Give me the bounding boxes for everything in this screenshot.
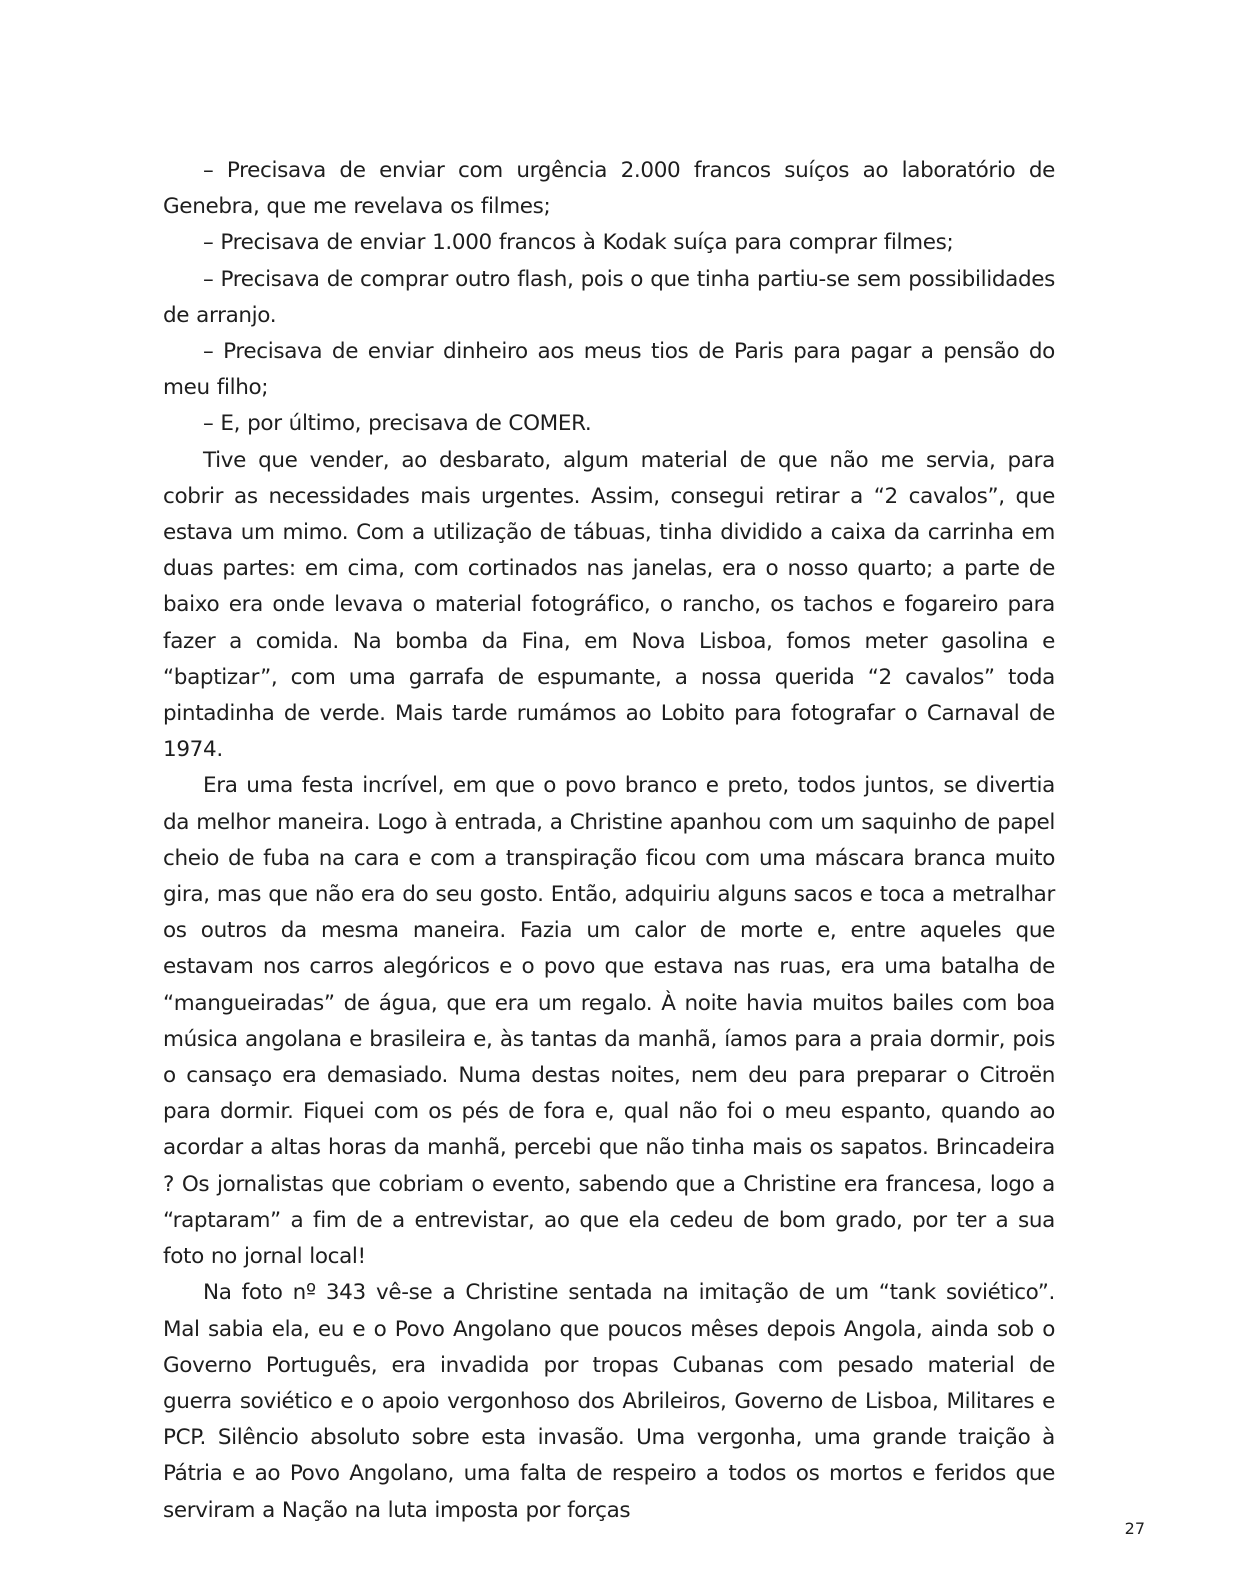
body-text — [163, 153, 1055, 1529]
paragraph-comer: – E, por último, precisava de COMER. — [203, 411, 592, 437]
paragraph-2-cavalos: Tive que vender, ao desbarato, algum material de que não me servia, para cobrir as necessidades mais urgentes. Assim, consegui retirar a “2 cavalos”, que estava um mimo. Com a utilização de tábuas, tinha dividido a caixa da carrinha em duas partes: em cima, com cortinados nas janelas, era o nosso quarto; a parte de baixo era onde levava o material fotográfico, o rancho, os tachos e fogareiro para fazer a comida. Na bomba da Fina, em Nova Lisboa, fomos meter gasolina e “baptizar”, com uma garrafa de espumante, a nossa querida “2 cavalos” toda pintadinha de verde. Mais tarde rumámos ao Lobito para fotografar o Carnaval de 1974. — [163, 447, 1055, 763]
paragraph-urgent-francs: – Precisava de enviar com urgência 2.000 francos suíços ao laboratório de Genebra, que me revelava os filmes; — [163, 158, 1055, 220]
page-number: 27 — [1124, 1519, 1145, 1538]
paragraph-foto-343: Na foto nº 343 vê-se a Christine sentada na imitação de um “tank soviético”. Mal sabia ela, eu e o Povo Angolano que poucos mêses depois Angola, ainda sob o Governo Português, era invadida por tropas Cubanas com pesado material de guerra soviético e o apoio vergonhoso dos Abrileiros, Governo de Lisboa, Militares e PCP. Silêncio absoluto sobre esta invasão. Uma vergonha, uma grande traição à Pátria e ao Povo Angolano, uma falta de respeiro a todos os mortos e feridos que serviram a Nação na luta imposta por forças — [163, 1280, 1055, 1523]
paragraph-kodak: – Precisava de enviar 1.000 francos à Kodak suíça para comprar filmes; — [203, 230, 954, 256]
paragraph-paris: – Precisava de enviar dinheiro aos meus tios de Paris para pagar a pensão do meu filho; — [163, 339, 1055, 401]
paragraph-flash: – Precisava de comprar outro flash, pois o que tinha partiu-se sem possibilidades de arranjo. — [163, 266, 1055, 328]
paragraph-carnaval: Era uma festa incrível, em que o povo branco e preto, todos juntos, se divertia da melhor maneira. Logo à entrada, a Christine apanhou com um saquinho de papel cheio de fuba na cara e com a transpiração ficou com uma máscara branca muito gira, mas que não era do seu gosto. Então, adquiriu alguns sacos e toca a metralhar os outros da mesma maneira. Fazia um calor de morte e, entre aqueles que estavam nos carros alegóricos e o povo que estava nas ruas, era uma batalha de “mangueiradas” de água, que era um regalo. À noite havia muitos bailes com boa música angolana e brasileira e, às tantas da manhã, íamos para a praia dormir, pois o cansaço era demasiado. Numa destas noites, nem deu para preparar o Citroën para dormir. Fiquei com os pés de fora e, qual não foi o meu espanto, quando ao acordar a altas horas da manhã, percebi que não tinha mais os sapatos. Brincadeira ? Os jornalistas que cobriam o evento, sabendo que a Christine era francesa, logo a “raptaram” a fim de a entrevistar, ao que ela cedeu de bom grado, por ter a sua foto no jornal local! — [163, 773, 1055, 1270]
